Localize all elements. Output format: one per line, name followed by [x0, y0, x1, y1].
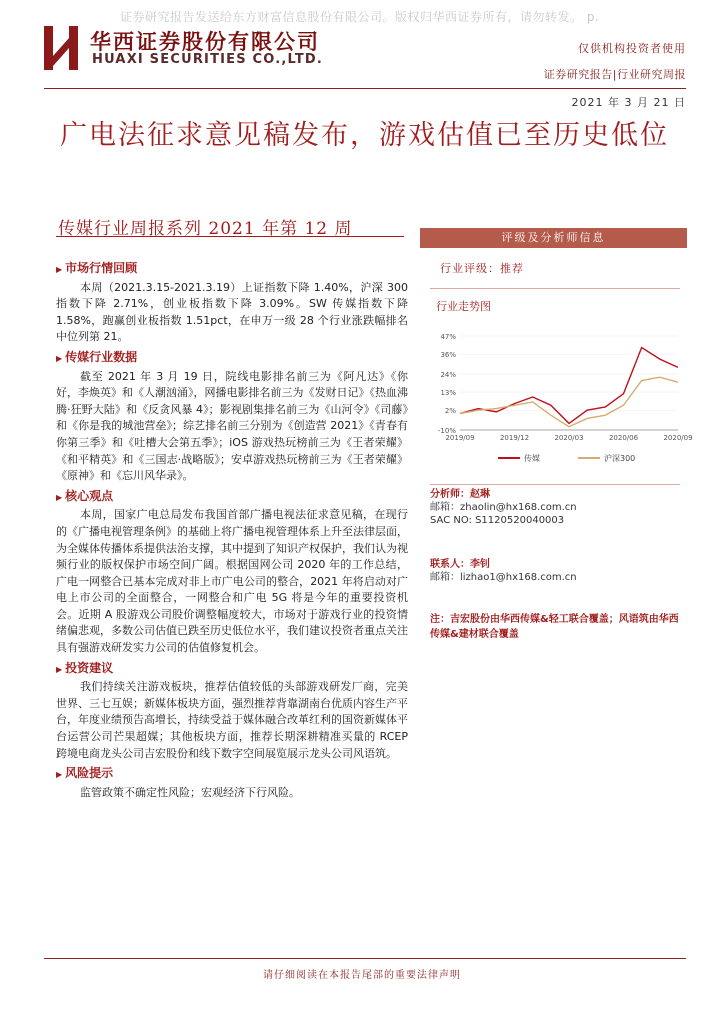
y-tick-label: 36%: [440, 351, 456, 360]
analyst-name: 分析师：赵琳: [430, 489, 490, 500]
legend-label: 沪深300: [604, 454, 636, 463]
trend-chart-label: 行业走势图: [436, 300, 491, 313]
report-subtitle: 传媒行业周报系列 2021 年第 12 周: [58, 219, 353, 239]
main-column: [56, 258, 408, 804]
section-body: 监管政策不确定性风险；宏观经济下行风险。: [80, 785, 300, 799]
triangle-bullet-icon: ▶: [56, 770, 63, 780]
analyst-email[interactable]: 邮箱：zhaolin@hx168.com.cn: [430, 502, 577, 513]
x-tick-label: 2020/03: [554, 434, 584, 442]
x-tick-label: 2020/06: [608, 434, 639, 442]
contact-name: 联系人：李钊: [430, 559, 490, 570]
y-tick-label: -10%: [437, 427, 456, 435]
audience-note: 仅供机构投资者使用: [578, 42, 686, 55]
contact-email[interactable]: 邮箱：lizhao1@hx168.com.cn: [430, 572, 577, 583]
legal-footer[interactable]: 请仔细阅读在本报告尾部的重要法律声明: [263, 970, 461, 981]
x-tick-label: 2020/09: [663, 434, 693, 442]
triangle-bullet-icon: ▶: [56, 664, 63, 674]
analyst-sac: SAC NO: S1120520040003: [430, 515, 565, 526]
y-tick-label: 2%: [444, 407, 456, 416]
section-body: 截至 2021 年 3 月 19 日，院线电影排名前三为《阿凡达》《你好，李焕英》和《人潮汹涌》，网播电影排名前三为《发财日记》《热血沸腾·狂野大陆》和《反贪风暴 4》；影视剧集排名前三为《山河令》《司藤》和《你是我的城池营垒》；综艺排名前三分别为《创造营 2021》《青春有你第三季》和《吐槽大会第五季》；iOS 游戏热玩榜前三为《王者荣耀》《和平精英》和《三国志·战略版》；安卓游戏热玩榜前三为《王者荣耀》《原神》和《忘川风华录》。: [56, 369, 408, 483]
series-line-media: [460, 348, 678, 424]
industry-rating: 行业评级：推荐: [440, 262, 524, 275]
header-divider: [44, 88, 686, 89]
sidebar-header: 评级及分析师信息: [420, 228, 687, 248]
y-tick-label: 13%: [440, 389, 456, 398]
triangle-bullet-icon: ▶: [56, 492, 63, 502]
x-tick-label: 2019/09: [445, 434, 475, 442]
y-tick-label: 47%: [440, 333, 456, 341]
industry-trend-chart: [428, 330, 693, 478]
company-name-en: HUAXI SECURITIES CO.,LTD.: [92, 52, 324, 67]
huaxi-logo-icon: [44, 26, 78, 70]
sidebar-divider: [430, 484, 680, 485]
section-heading: ▶ 核心观点: [56, 488, 114, 503]
section-body: 本周（2021.3.15-2021.3.19）上证指数下降 1.40%，沪深 300 指数下降 2.71%，创业板指数下降 3.09%。SW 传媒指数下降 1.58%，跑赢创业板指数 1.51pct，在申万一级 28 个行业涨跌幅排名中位列第 21。: [56, 280, 408, 344]
coverage-note: 注：吉宏股份由华西传媒&轻工联合覆盖；风语筑由华西传媒&建材联合覆盖: [430, 614, 679, 640]
footer-divider: [44, 958, 686, 959]
subtitle-divider: [56, 236, 404, 237]
contact-block: [430, 558, 577, 584]
x-tick-label: 2019/12: [499, 434, 530, 442]
legend-label: 传媒: [524, 454, 540, 463]
report-date: 2021 年 3 月 21 日: [571, 96, 686, 109]
section-body: 本周，国家广电总局发布我国首部广播电视法征求意见稿，在现行的《广播电视管理条例》的基础上将广播电视管理体系上升至法律层面，为全媒体传播体系提供法治支撑，其中提到了知识产权保护，我们认为视频行业的版权保护市场空间广阔。根据国网公司 2020 年的工作总结，广电一网整合已基本完成对非上市广电公司的整合，2021 年将启动对广电上市公司的全面整合，一网整合和广电 5G 将是今年的重要投资机会。近期 A 股游戏公司股价调整幅度较大，市场对于游戏行业的投资情绪偏悲观，多数公司估值已跌至历史低位水平，我们建议投资者重点关注具有强游戏研发实力公司的估值修复机会。: [56, 508, 408, 655]
sidebar-divider: [430, 288, 680, 289]
section-heading: ▶ 投资建议: [56, 660, 114, 675]
report-title: 广电法征求意见稿发布，游戏估值已至历史低位: [60, 120, 669, 151]
section-heading: ▶ 传媒行业数据: [56, 349, 138, 364]
report-type: 证券研究报告|行业研究周报: [543, 68, 686, 81]
company-name-cn: 华西证券股份有限公司: [90, 30, 320, 54]
section-heading: ▶ 风险提示: [56, 766, 114, 781]
series-line-csi300: [460, 377, 678, 426]
section-body: 我们持续关注游戏板块，推荐估值较低的头部游戏研发厂商，完美世界、三七互娱；新媒体板块方面，强烈推荐背靠湖南台优质内容生产平台，年度业绩预告高增长，持续受益于媒体融合改革红利的国资新媒体平台运营公司芒果超媒；其他板块方面，推荐长期深耕精准买量的 RCEP 跨境电商龙头公司吉宏股份和线下数字空间展览展示龙头公司风语筑。: [56, 680, 408, 760]
watermark: 证券研究报告发送给东方财富信息股份有限公司。版权归华西证券所有，请勿转发。 p.: [120, 10, 600, 24]
triangle-bullet-icon: ▶: [56, 353, 63, 363]
section-heading: ▶ 市场行情回顾: [56, 261, 138, 275]
analyst-block: [430, 488, 577, 527]
y-tick-label: 24%: [440, 370, 456, 379]
triangle-bullet-icon: ▶: [56, 265, 63, 274]
